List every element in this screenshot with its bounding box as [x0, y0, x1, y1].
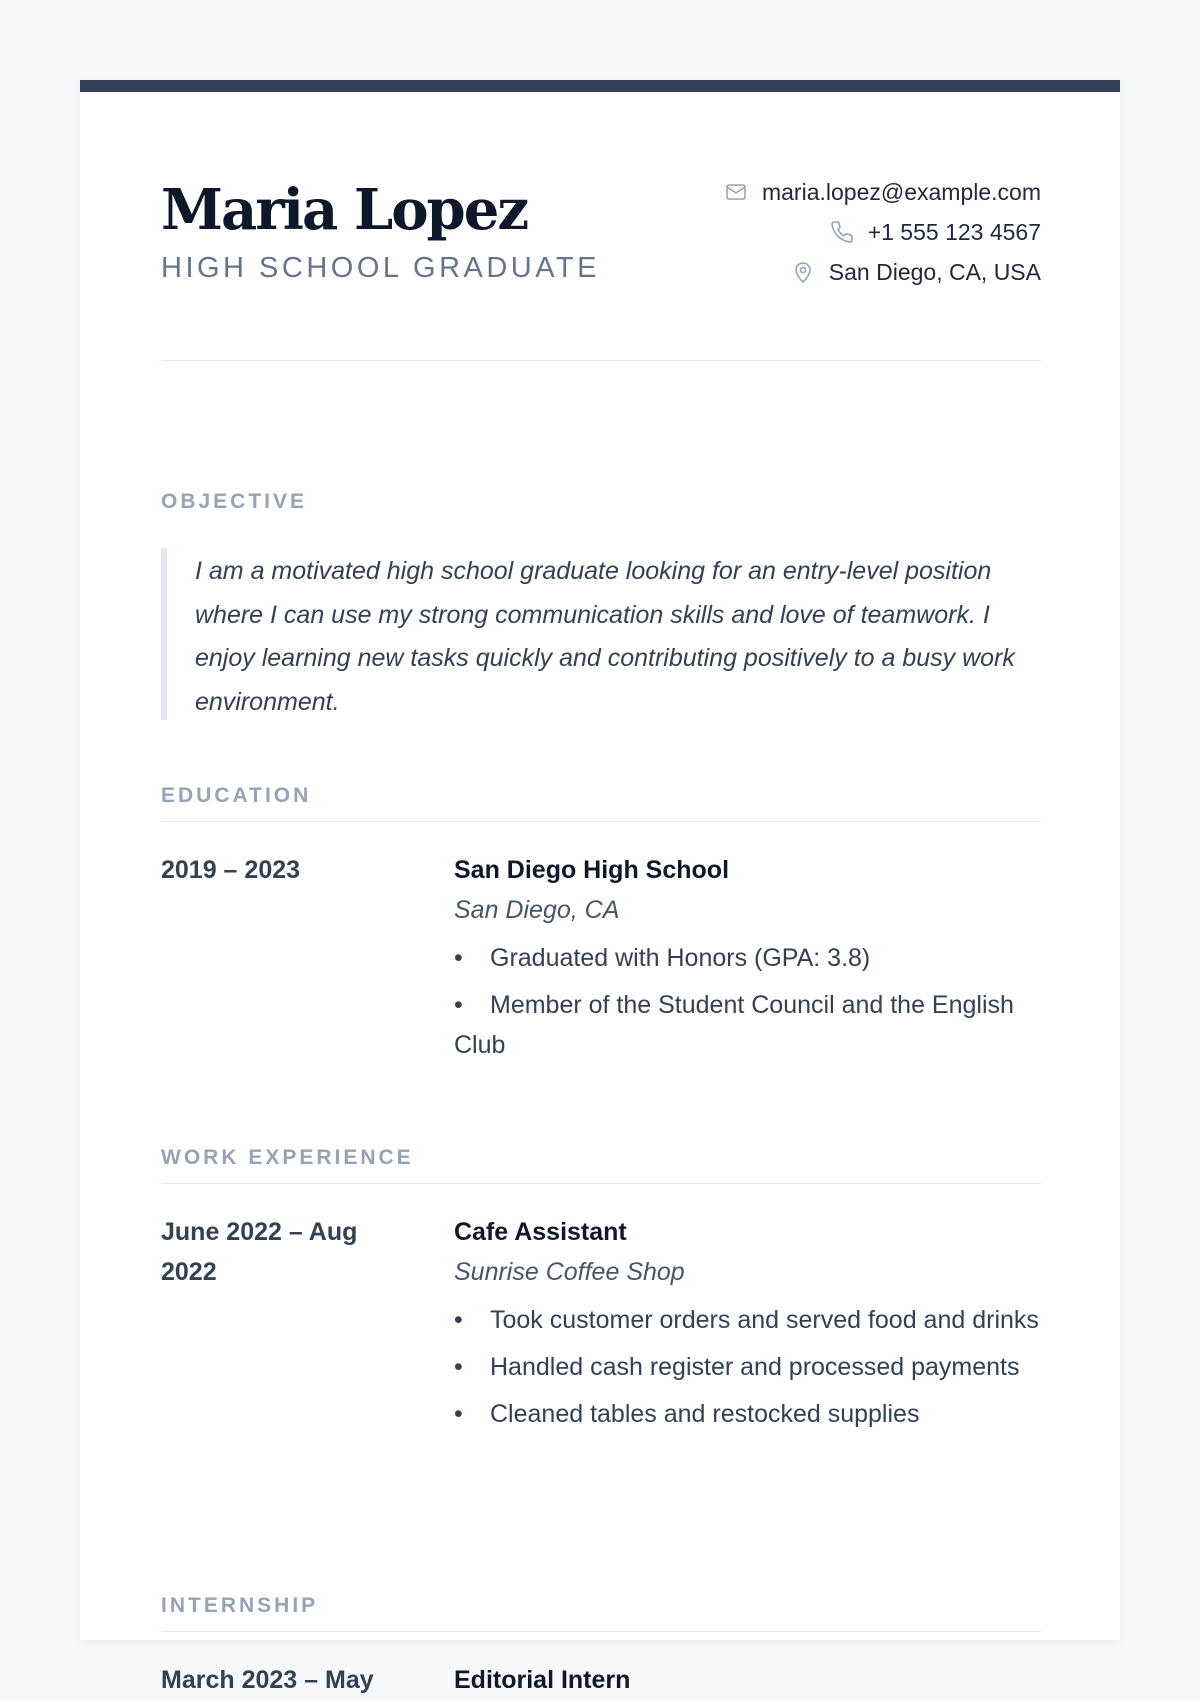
internship-date: March 2023 – May [161, 1666, 374, 1694]
work-divider [161, 1183, 1041, 1184]
phone-icon [830, 220, 854, 244]
education-location: San Diego, CA [454, 896, 620, 924]
map-pin-icon [791, 260, 815, 284]
education-heading: EDUCATION [161, 784, 312, 807]
objective-heading: OBJECTIVE [161, 490, 308, 513]
objective-text: I am a motivated high school graduate looking for an entry-level position where I can use my strong communication skills and love of teamwork. I enjoy learning new tasks quickly and contributing positively to a busy work environment. [161, 548, 1041, 720]
contact-location [724, 252, 1041, 292]
contact-phone[interactable] [724, 212, 1041, 252]
education-details [454, 850, 1041, 1072]
list-item: • Handled cash register and processed payments [454, 1353, 1020, 1381]
internship-details [454, 1660, 1041, 1700]
contact-email-text[interactable]: maria.lopez@example.com [761, 178, 1041, 205]
list-item: • Member of the Student Council and the English Club [454, 991, 1014, 1059]
list-item: • Graduated with Honors (GPA: 3.8) [454, 944, 871, 972]
list-item: • Took customer orders and served food and drinks [454, 1306, 1039, 1334]
mail-icon [724, 180, 748, 204]
resume-content [161, 92, 1041, 1694]
work-bullets [454, 1300, 1041, 1434]
work-heading: WORK EXPERIENCE [161, 1146, 414, 1169]
contact-email[interactable] [724, 172, 1041, 212]
candidate-name: Maria Lopez [161, 177, 528, 243]
work-company: Sunrise Coffee Shop [454, 1258, 685, 1286]
contact-location-text: San Diego, CA, USA [828, 258, 1041, 285]
internship-heading: INTERNSHIP [161, 1594, 319, 1617]
work-role: Cafe Assistant [454, 1218, 627, 1246]
education-divider [161, 821, 1041, 822]
internship-role: Editorial Intern [454, 1666, 631, 1694]
contact-phone-text[interactable]: +1 555 123 4567 [867, 218, 1041, 245]
resume-page [80, 80, 1120, 1694]
internship-divider [161, 1631, 1041, 1632]
education-bullets [454, 938, 1041, 1065]
candidate-title: HIGH SCHOOL GRADUATE [161, 252, 600, 284]
resume-header [161, 92, 1041, 361]
education-school: San Diego High School [454, 856, 730, 884]
work-date: June 2022 – Aug 2022 [161, 1218, 358, 1286]
work-details [454, 1212, 1041, 1441]
contact-info [724, 172, 1041, 292]
education-date: 2019 – 2023 [161, 856, 301, 884]
list-item: • Cleaned tables and restocked supplies [454, 1400, 920, 1428]
